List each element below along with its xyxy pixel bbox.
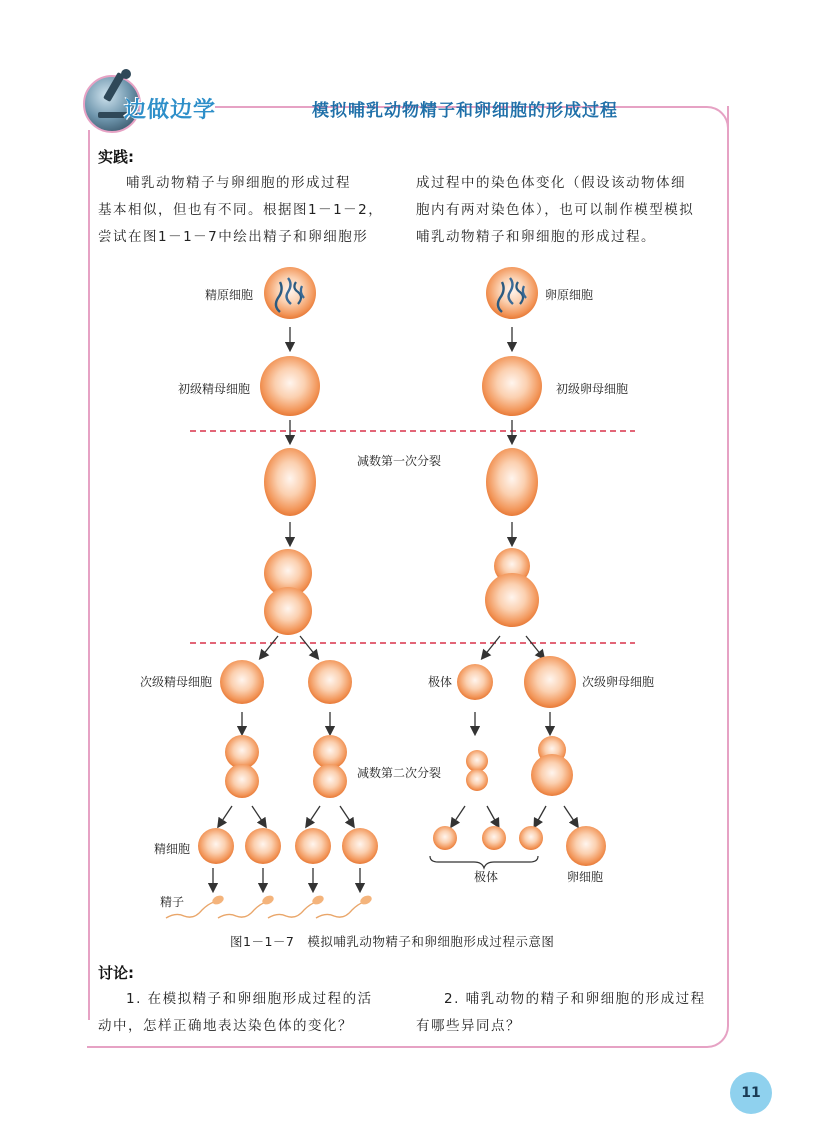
spermatid-cell	[245, 828, 281, 864]
discussion-q2-line1: 2. 哺乳动物的精子和卵细胞的形成过程	[444, 991, 706, 1007]
dividing-polar-body	[466, 750, 488, 791]
polar-body-cell	[519, 826, 543, 850]
secondary-spermatocyte-cell	[220, 660, 264, 704]
page-title: 模拟哺乳动物精子和卵细胞的形成过程	[312, 101, 618, 121]
spermatid-cell	[342, 828, 378, 864]
practice-col1-line2: 基本相似，但也有不同。根据图1－1－2，	[98, 202, 384, 218]
label-spermatid: 精细胞	[154, 842, 191, 856]
label-primary-spermatocyte: 初级精母细胞	[178, 382, 251, 396]
arrow	[308, 806, 320, 824]
practice-col1-line1: 哺乳动物精子与卵细胞的形成过程	[126, 175, 351, 191]
arrow	[564, 806, 576, 824]
arrow	[300, 636, 316, 656]
discussion-q1-line2: 动中，怎样正确地表达染色体的变化？	[98, 1018, 353, 1034]
page-number: 11	[730, 1072, 772, 1114]
dividing-cell-equal-cleavage	[264, 549, 312, 635]
arrow	[453, 806, 465, 824]
figure-caption: 图1－1－7 模拟哺乳动物精子和卵细胞形成过程示意图	[230, 934, 555, 949]
discussion-q1-line1: 1. 在模拟精子和卵细胞形成过程的活	[126, 991, 373, 1007]
dividing-cell-unequal-cleavage	[485, 548, 539, 627]
spermatogonium-cell	[264, 267, 316, 319]
arrow	[484, 636, 500, 656]
secondary-spermatocyte-cell	[308, 660, 352, 704]
dividing-cell-elongated	[264, 448, 316, 516]
arrow	[252, 806, 264, 824]
practice-col2-line3: 哺乳动物精子和卵细胞的形成过程。	[416, 229, 656, 245]
label-meiosis1: 减数第一次分裂	[357, 454, 442, 468]
primary-oocyte-cell	[482, 356, 542, 416]
label-meiosis2: 减数第二次分裂	[357, 766, 442, 780]
arrow	[536, 806, 546, 824]
secondary-oocyte-cell	[524, 656, 576, 708]
arrow	[526, 636, 542, 656]
discussion-q2-line2: 有哪些异同点？	[416, 1018, 521, 1034]
label-primary-oocyte: 初级卵母细胞	[556, 382, 629, 396]
primary-spermatocyte-cell	[260, 356, 320, 416]
label-spermatogonium: 精原细胞	[205, 288, 254, 302]
dividing-cell-meiosis2	[225, 735, 259, 798]
label-sperm: 精子	[160, 895, 185, 909]
label-oogonium: 卵原细胞	[545, 288, 594, 302]
dividing-secondary-oocyte	[531, 736, 573, 796]
discussion-q1	[98, 986, 398, 1040]
label-egg: 卵细胞	[567, 870, 604, 884]
label-polar-body-1: 极体	[428, 675, 453, 689]
discussion-heading: 讨论:	[98, 964, 134, 982]
arrow	[262, 636, 278, 656]
spermatid-cell	[295, 828, 331, 864]
dividing-cell-meiosis2	[313, 735, 347, 798]
label-secondary-oocyte: 次级卵母细胞	[582, 675, 655, 689]
dividing-cell-elongated	[486, 448, 538, 516]
sperm-cell	[218, 894, 275, 918]
arrow	[487, 806, 497, 824]
polar-body-cell	[457, 664, 493, 700]
label-secondary-spermatocyte: 次级精母细胞	[140, 675, 213, 689]
discussion-q2	[416, 986, 726, 1040]
logo-text: 边做边学	[124, 98, 217, 123]
practice-col2-line1: 成过程中的染色体变化（假设该动物体细	[416, 175, 686, 191]
polar-body-cell	[482, 826, 506, 850]
spermatid-cell	[198, 828, 234, 864]
label-polar-body-2: 极体	[474, 870, 499, 884]
egg-cell	[566, 826, 606, 866]
oogonium-cell	[486, 267, 538, 319]
practice-heading: 实践:	[98, 148, 134, 166]
polar-body-cell	[433, 826, 457, 850]
practice-col2-line2: 胞内有两对染色体），也可以制作模型模拟	[416, 202, 695, 218]
polar-body-brace	[430, 856, 538, 868]
arrow	[220, 806, 232, 824]
arrow	[340, 806, 352, 824]
sperm-cell	[316, 894, 373, 918]
practice-col1-line3: 尝试在图1－1－7中绘出精子和卵细胞形	[98, 229, 369, 245]
sperm-cell	[268, 894, 325, 918]
